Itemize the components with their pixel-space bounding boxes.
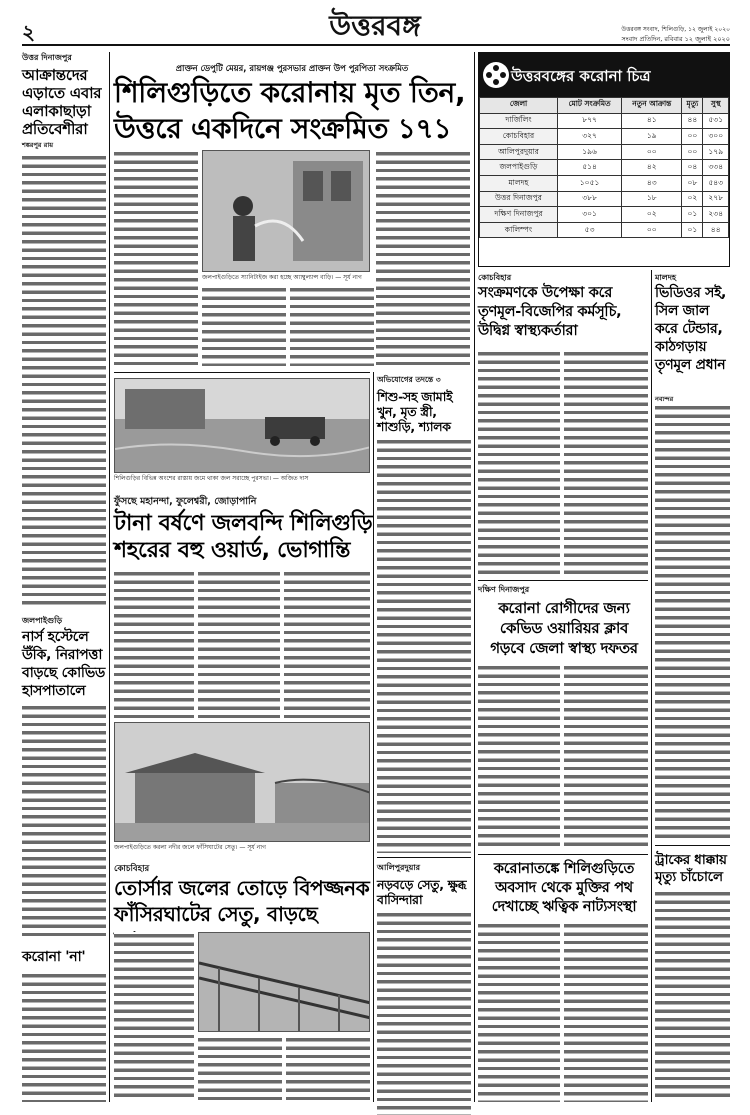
corona-value: ৪২	[622, 160, 682, 176]
corona-value: ৩৩৪	[703, 160, 729, 176]
photo-flood-art	[115, 379, 370, 473]
right-story3-headline-3: গড়বে জেলা স্বাস্থ্য দফতর	[490, 639, 638, 657]
col-district: জেলা	[480, 98, 558, 114]
left-story2-kicker: জলপাইগুড়ি	[22, 616, 63, 625]
corona-value: ১৯৬	[558, 144, 622, 160]
flood-headline-1: টানা বর্ষণে জলবন্দি শিলিগুড়ি	[114, 511, 373, 536]
mid-story2-text	[377, 911, 471, 1115]
divider-right-story5	[655, 845, 730, 846]
corona-value: ২৭৮	[703, 191, 729, 207]
col-deaths: মৃত্যু	[682, 98, 703, 114]
page-number: ২	[22, 20, 36, 44]
corona-value: ১৮	[622, 191, 682, 207]
right-story4-headline-3: দেখাচ্ছে ঋত্বিক নাট্যসংস্থা	[491, 899, 637, 915]
col-total: মোট সংক্রমিত	[558, 98, 622, 114]
left-column	[22, 52, 106, 1102]
flood-kicker: ফুঁসছে মহানন্দা, ফুলেশ্বরী, জোড়াপানি	[114, 496, 257, 507]
photo-flood	[114, 378, 370, 473]
corona-table-row	[480, 129, 729, 145]
corona-value: ৪১	[622, 113, 682, 129]
photo-flood-caption: শিলিগুড়ির বিভিন্ন অংশের রাস্তায় জমে থাকা জল সরাচ্ছে পুরসভা। — অজিত দাস	[114, 475, 309, 482]
right-story5-headline: ট্রাকের ধাক্কায় মৃত্যু চাঁচোলে	[655, 852, 727, 885]
main-headline-2: উত্তরে একদিনে সংক্রমিত ১৭১	[114, 112, 452, 145]
main-story-col1	[114, 150, 198, 365]
right-story3-text-1	[478, 664, 560, 849]
main-story-col2	[202, 286, 286, 366]
right-story2-kicker: মালদহ	[655, 273, 677, 282]
bridge-headline-1: তোর্সার জলের তোড়ে বিপজ্জনক	[114, 876, 370, 900]
left-byline: শঙ্করপুর রায়	[22, 141, 54, 149]
flood-text-2	[198, 570, 280, 718]
left-story-text	[22, 154, 106, 609]
corona-value: ১৯	[622, 129, 682, 145]
corona-table-row	[480, 207, 729, 223]
right-story4-text-2	[564, 922, 648, 1102]
corona-value: ০১	[682, 222, 703, 238]
left-story3-headline: করোনা 'না'	[22, 949, 86, 965]
masthead-right-bottom: সংবাদ প্রতিদিন, রবিবার ১২ জুলাই ২০২০	[621, 35, 730, 43]
main-story-col3	[290, 286, 374, 366]
divider-right-inner	[651, 270, 652, 1102]
mid-headline: শিশু-সহ জামাই খুন, মৃত স্ত্রী, শাশুড়ি, শ্যালক	[377, 389, 453, 434]
flood-text-3	[284, 570, 370, 718]
photo-bridge	[114, 722, 370, 842]
corona-value: ০০	[622, 222, 682, 238]
right-story1-kicker: কোচবিহার	[478, 273, 512, 282]
corona-value: ০১	[682, 207, 703, 223]
main-story-col4	[376, 150, 470, 365]
photo-sanitize-art	[203, 151, 370, 272]
right-story3-kicker: দক্ষিণ দিনাজপুর	[478, 585, 530, 594]
masthead-rule	[22, 44, 730, 46]
corona-value: ০০	[622, 144, 682, 160]
corona-value: ৪৩	[622, 175, 682, 191]
corona-box	[478, 52, 730, 267]
corona-table-header	[480, 98, 729, 114]
bridge-text-2	[198, 1036, 282, 1102]
left-story2-text	[22, 704, 106, 939]
photo-bridge-2	[198, 932, 370, 1032]
bridge-text-1	[114, 932, 194, 1102]
right-story4-headline-1: করোনাতঙ্কে শিলিগুড়িতে	[493, 861, 635, 877]
right-story4-headline-2: অবসাদ থেকে মুক্তির পথ	[495, 880, 633, 896]
corona-value: ৫৩১	[703, 113, 729, 129]
right-story3-text-2	[564, 664, 648, 849]
mid-story2-kicker: আলিপুরদুয়ার	[377, 863, 421, 872]
masthead	[0, 0, 750, 48]
corona-value: ৫৪৩	[703, 175, 729, 191]
col-new: নতুন আক্রান্ত	[622, 98, 682, 114]
corona-value: ৪৪	[682, 113, 703, 129]
photo-sanitize-caption: জলপাইগুড়িতে স্যানিটাইজ করা হচ্ছে অ্যাম্বুল্যান্স বাড়ি। — সূর্য নাগ	[202, 274, 362, 281]
mid-kicker: অভিযোগের তদন্তে ৩	[377, 375, 441, 384]
corona-table-row	[480, 113, 729, 129]
right-story1-text-1	[478, 350, 560, 575]
right-story2-headline: ভিডিওর সই, সিল জাল করে টেন্ডার, কাঠগড়ায় তৃণমূল প্রধান	[655, 285, 727, 373]
district-name: মালদহ	[480, 175, 558, 191]
photo-bridge-art	[115, 723, 370, 842]
corona-value: ৩২৭	[558, 129, 622, 145]
district-name: দক্ষিণ দিনাজপুর	[480, 207, 558, 223]
mid-divider	[377, 857, 471, 858]
corona-value: ১০৫১	[558, 175, 622, 191]
mid-text	[377, 438, 471, 853]
right-story2-byline: নব্যন্দর	[655, 395, 674, 403]
corona-value: ৩৮৮	[558, 191, 622, 207]
bridge-headline-2: ফাঁসিরঘাটের সেতু, বাড়ছে	[114, 902, 318, 926]
district-name: উত্তর দিনাজপুর	[480, 191, 558, 207]
left-story2-headline: নার্স হস্টেলে উঁকি, নিরাপত্তা বাড়ছে কোভিড হাসপাতালে	[22, 629, 106, 699]
district-name: জলপাইগুড়ি	[480, 160, 558, 176]
corona-table-row	[480, 144, 729, 160]
corona-value: ০৮	[682, 175, 703, 191]
right-story1-headline: সংক্রমণকে উপেক্ষা করে তৃণমূল-বিজেপির কর্মসূচি, উদ্বিগ্ন স্বাস্থ্যকর্তারা	[478, 285, 622, 339]
right-story4-text-1	[478, 922, 560, 1102]
district-name: কালিম্পং	[480, 222, 558, 238]
section-title: উত্তরবঙ্গ	[329, 9, 421, 42]
corona-table-row	[480, 160, 729, 176]
district-name: দার্জিলিং	[480, 113, 558, 129]
corona-table-row	[480, 222, 729, 238]
bridge-kicker: কোচবিহার	[114, 864, 150, 874]
masthead-right-top: উত্তরবঙ্গ সংবাদ, শিলিগুড়ি, ১২ জুলাই ২০২০	[621, 26, 730, 33]
divider-right	[474, 52, 475, 1102]
corona-box-title: উত্তরবঙ্গের করোনা চিত্র	[511, 67, 651, 85]
corona-table-row	[480, 191, 729, 207]
mid-column	[377, 375, 471, 1102]
corona-value: ০০	[682, 129, 703, 145]
photo-sanitize	[202, 150, 370, 272]
right-story3-headline-2: কেভিড ওয়ারিয়র ক্লাব	[499, 619, 629, 637]
flood-text-1	[114, 570, 194, 718]
right-story3-headline-1: করোনা রোগীদের জন্য	[498, 599, 630, 617]
corona-box-header	[479, 53, 729, 97]
right-story1-text-2	[564, 350, 648, 575]
corona-value: ৫১৪	[558, 160, 622, 176]
divider-right-story3	[478, 580, 648, 581]
bridge-text-3	[286, 1036, 370, 1102]
film-reel-icon	[481, 60, 511, 90]
corona-value: ৩০১	[558, 207, 622, 223]
main-headline-1: শিলিগুড়িতে করোনায় মৃত তিন,	[114, 76, 466, 109]
corona-value: ৩০০	[703, 129, 729, 145]
corona-value: ৫৩	[558, 222, 622, 238]
district-name: আলিপুরদুয়ার	[480, 144, 558, 160]
corona-table	[479, 97, 729, 238]
corona-value: ২৩৪	[703, 207, 729, 223]
photo-bridge-caption: জলপাইগুড়িতে করলা নদীর জলে ফাঁসিঘাটের সেতু। — সূর্য নাগ	[114, 844, 266, 851]
left-story3-text	[22, 972, 106, 1102]
corona-table-row	[480, 175, 729, 191]
corona-value: ০০	[682, 144, 703, 160]
flood-headline-2: শহরের বহু ওয়ার্ড, ভোগান্তি	[114, 538, 351, 563]
mid-story2-headline: নড়বড়ে সেতু, ক্ষুব্ধ বাসিন্দারা	[377, 877, 467, 907]
main-kicker: প্রাক্তন ডেপুটি মেয়র, রায়গঞ্জ পুরসভার প্রাক্তন উপ পুরপিতা সংক্রমিত	[175, 63, 409, 73]
corona-value: ৪৪	[703, 222, 729, 238]
col-recovered: সুস্থ	[703, 98, 729, 114]
corona-value: ৮৭৭	[558, 113, 622, 129]
left-headline: আক্রান্তদের এড়াতে এবার এলাকাছাড়া প্রতিবেশীরা	[22, 66, 102, 138]
corona-value: ০২	[682, 191, 703, 207]
corona-value: ০২	[622, 207, 682, 223]
corona-value: ১৭৯	[703, 144, 729, 160]
photo-bridge-2-art	[199, 933, 370, 1032]
divider-main-mid	[114, 372, 370, 373]
corona-value: ০৪	[682, 160, 703, 176]
divider-right-story4	[478, 854, 648, 855]
divider-center	[373, 372, 374, 1102]
divider-left	[109, 52, 110, 1102]
district-name: কোচবিহার	[480, 129, 558, 145]
right-story2-text	[655, 404, 730, 839]
right-story5-text	[655, 890, 730, 1102]
left-kicker: উত্তর দিনাজপুর	[22, 53, 72, 62]
